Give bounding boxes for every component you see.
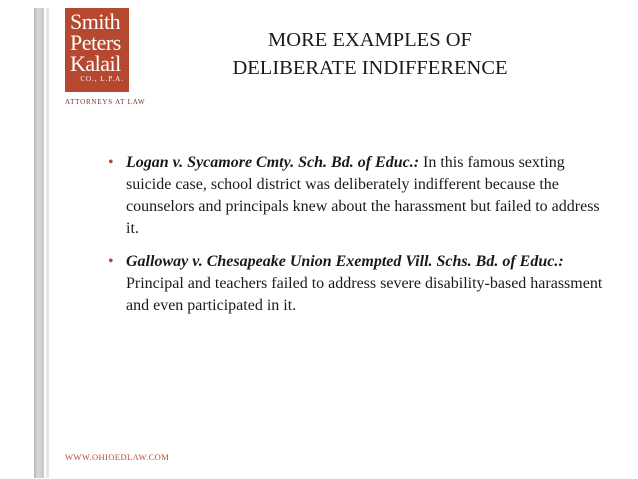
bullet-text: [126, 152, 608, 240]
firm-logo: [65, 8, 129, 92]
footer-website-url: WWW.OHIOEDLAW.COM: [65, 452, 170, 462]
case-name: Logan v. Sycamore Cmty. Sch. Bd. of Educ.: [126, 154, 414, 171]
bullet-text: [126, 251, 608, 317]
bullet-glyph: •: [108, 253, 114, 270]
slide-title-line-1: MORE EXAMPLES OF: [268, 29, 472, 51]
decorative-side-bar-accent: [46, 8, 49, 478]
slide-content: [108, 152, 608, 328]
case-separator: :: [413, 154, 420, 171]
case-separator: .:: [554, 253, 564, 270]
logo-name-kalail: Kalail: [70, 51, 121, 76]
decorative-side-bar: [34, 8, 44, 478]
slide-title-line-2: DELIBERATE INDIFFERENCE: [232, 57, 508, 79]
bullet-item: [108, 251, 608, 317]
bullet-glyph: •: [108, 154, 114, 171]
bullet-description: In this famous sexting suicide case, school district was deliberately indifferent because the counselors and principals knew about the harassment but failed to address it.: [126, 154, 600, 237]
logo-name-peters: Peters: [70, 30, 121, 55]
case-name: Galloway v. Chesapeake Union Exempted Vill. Schs. Bd. of Educ: [126, 253, 555, 270]
bullet-item: [108, 152, 608, 240]
logo-tagline: ATTORNEYS AT LAW: [65, 98, 146, 106]
logo-name-smith: Smith: [70, 9, 121, 34]
logo-suffix: CO., L.P.A.: [80, 75, 124, 83]
slide-title: [150, 26, 590, 82]
bullet-description: Principal and teachers failed to address severe disability-based harassment and even participated in it.: [126, 275, 603, 314]
